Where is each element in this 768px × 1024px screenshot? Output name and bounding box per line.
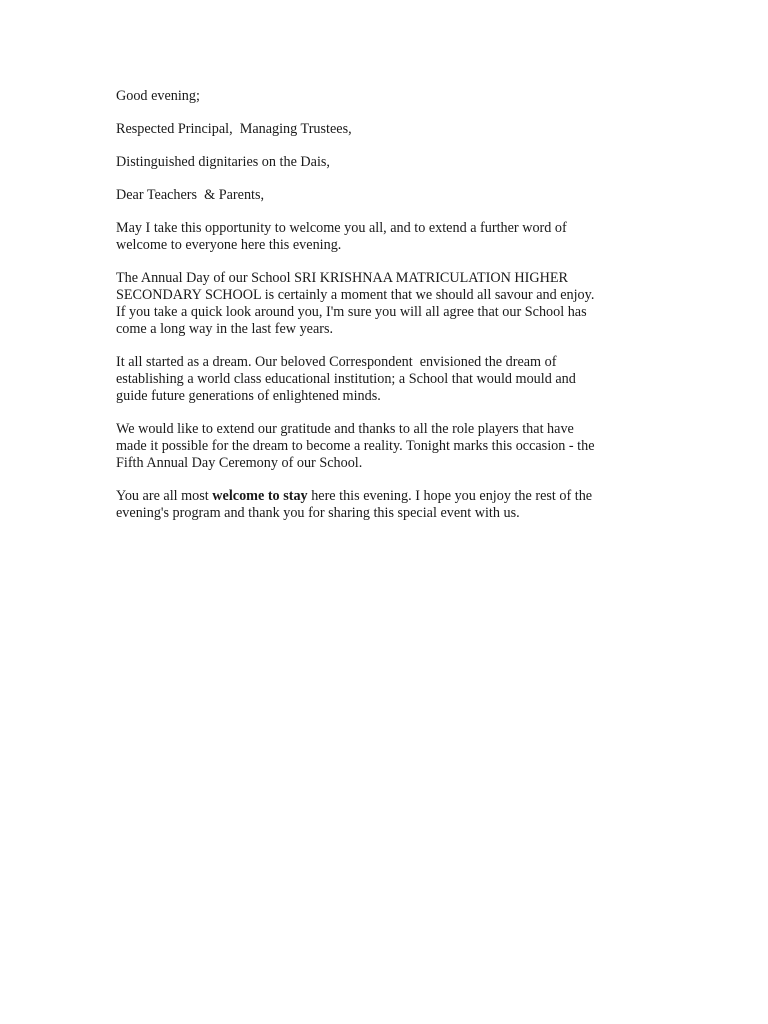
salutation-principal-text: Respected Principal, Managing Trustees, xyxy=(116,121,352,137)
paragraph-line: evening's program and thank you for sharing this special event with us. xyxy=(116,505,520,521)
paragraph-line xyxy=(116,488,646,505)
paragraph-welcome xyxy=(116,220,646,254)
closing-text-after: here this evening. I hope you enjoy the rest of the xyxy=(307,488,593,504)
salutation-dignitaries-text: Distinguished dignitaries on the Dais, xyxy=(116,154,330,170)
salutation-dignitaries xyxy=(116,154,646,171)
paragraph-line: come a long way in the last few years. xyxy=(116,321,334,337)
paragraph-line: It all started as a dream. Our beloved Correspondent envisioned the dream of xyxy=(116,354,557,370)
paragraph-line: made it possible for the dream to become a reality. Tonight marks this occasion - the xyxy=(116,438,595,454)
closing-text-before: You are all most xyxy=(116,488,213,504)
document-page xyxy=(116,88,646,538)
paragraph-line: welcome to everyone here this evening. xyxy=(116,237,342,253)
paragraph-line: The Annual Day of our School SRI KRISHNAA MATRICULATION HIGHER xyxy=(116,270,569,286)
paragraph-line: SECONDARY SCHOOL is certainly a moment that we should all savour and enjoy. xyxy=(116,287,595,303)
paragraph-line: If you take a quick look around you, I'm sure you will all agree that our School has xyxy=(116,304,587,320)
paragraph-dream xyxy=(116,354,646,405)
salutation-teachers xyxy=(116,187,646,204)
greeting-text: Good evening; xyxy=(116,88,200,104)
paragraph-line: establishing a world class educational institution; a School that would mould and xyxy=(116,371,576,387)
paragraph-annual-day xyxy=(116,270,646,338)
paragraph-line: May I take this opportunity to welcome you all, and to extend a further word of xyxy=(116,220,567,236)
paragraph-line: Fifth Annual Day Ceremony of our School. xyxy=(116,455,363,471)
paragraph-line: guide future generations of enlightened minds. xyxy=(116,388,381,404)
greeting xyxy=(116,88,646,105)
closing-bold-phrase: welcome to stay xyxy=(212,488,308,504)
salutation-principal xyxy=(116,121,646,138)
paragraph-line: We would like to extend our gratitude and thanks to all the role players that have xyxy=(116,421,574,437)
paragraph-gratitude xyxy=(116,421,646,472)
salutation-teachers-text: Dear Teachers & Parents, xyxy=(116,187,265,203)
paragraph-closing xyxy=(116,488,646,522)
